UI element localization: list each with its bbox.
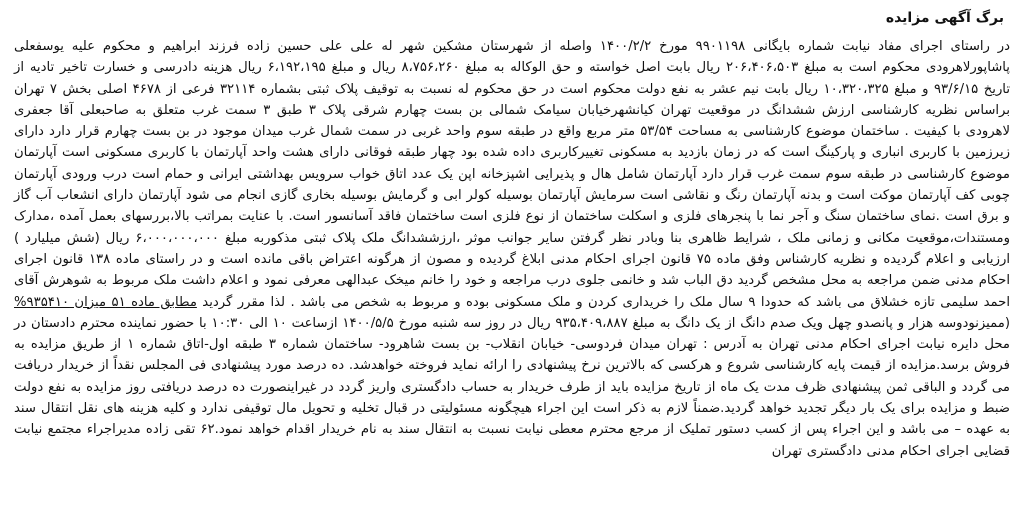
notice-body-part-2: (ممیزنودوسه هزار و پانصدو چهل ویک صدم دانگ از یک دانگ به مبلغ ۹۳۵،۴۰۹،۸۸۷ ریال در روز سه شنبه مورخ ۱۴۰۰/۵/۵ ازساعت ۱۰ الی ۱۰:۳۰ با حضور نماینده محترم دادستان در محل دایره نیابت اجرای احکام مدنی تهران به آدرس : تهران میدان فردوسی- خیابان انقلاب- بن بست شاهرود- ساختمان شماره ۳ طبقه اول-اتاق شماره ۱ از طریق مزایده به فروش برسد.مزایده از قیمت پایه کارشناسی شروع و هرکسی که بالاترین نرخ پیشنهادی را ارائه نماید فروخته خواهدشد. ده درصد مورد پیشنهادی فی المجلس نقداً از خریدار دریافت می گردد و الباقی ثمن پیشنهادی ظرف مدت یک ماه از تاریخ مزایده باید از طرف خریدار به حساب دادگستری واریز گردد در غیراینصورت ده درصد دریافتی روز مزایده به نفع دولت ضبط و مزایده برای یک بار دیگر تجدید خواهد گردید.ضمناً لازم به ذکر است این اجراء هیچگونه مسئولیتی در قبال تخلیه و تحویل مال توقیفی ندارد و کلیه هزینه های نقل انتقال سند به عهده – می باشد و این اجراء پس از کسب دستور تملیک از مرجع محترم معطی نیابت نسبت به انتقال سند به نام خریدار اقدام خواهد نمود.۶۲ تقی زاده مدیراجراء مجتمع نیابت قضایی اجرای احکام مدنی دادگستری تهران <box>14 315 1010 459</box>
notice-body <box>14 36 1010 462</box>
notice-body-part-1: در راستای اجرای مفاد نیابت شماره بایگانی ۹۹۰۱۱۹۸ مورخ ۱۴۰۰/۲/۲ واصله از شهرستان مشکین شهر له علی علی حسین زاده فرزند ابراهیم و محکوم علیه یوسفعلی پاشاپورلاهرودی محکوم است به مبلغ ۲۰۶،۴۰۶،۵۰۳ ریال بابت اصل خواسته و حق الوکاله به مبلغ ۸،۷۵۶،۲۶۰ ریال و مبلغ ۶،۱۹۲،۱۹۵ ریال هزینه دادرسی و خسارت تاخیر تادیه از تاریخ ۹۳/۶/۱۵ و مبلغ ۱۰،۳۲۰،۳۲۵ ریال بابت نیم عشر به نفع دولت محکوم است در حق محکوم له نسبت به توقیف پلاک ثبتی بشماره ۳۲۱۱۴ فرعی از ۴۶۷۸ اصلی بخش ۷ تهران براساس نظریه کارشناسی ارزش ششدانگ در موقعیت تهران کیانشهرخیابان سیامک شمالی بن بست چهارم شرقی پلاک ۳ طبق ۳ سمت غرب متعلق به صاحبعلی آقا جعفری لاهرودی با کیفیت . ساختمان موضوع کارشناسی به مساحت ۵۳/۵۴ متر مربع واقع در طبقه سوم واحد غربی در سمت شمال غرب میدان موجود در بن بست چهارم قرار دارد دارای زیرزمین با کاربری انباری و پارکینگ است که در زمان بازدید به مسکونی تغییرکاربری داده شده بود چهار طبقه فوقانی دارای هشت واحد آپارتمان با کاربری مسکونی است آپارتمان موضوع کارشناسی در طبقه سوم سمت غرب قرار دارد آپارتمان شامل هال و پذیرایی اشپزخانه اپن یک عدد اتاق خواب سرویس بهداشتی ایرانی و حمام است درب ورودی آپارتمان چوبی کف آپارتمان موکت است و بدنه آپارتمان رنگ و نقاشی است سرمایش آپارتمان بوسیله کولر ابی و گرمایش بوسیله بخاری گازی انجام می شود آپارتمان دارای انشعاب آب گاز و برق است .نمای ساختمان سنگ و آجر نما با پنجرهای فلزی و اسکلت ساختمان از نوع فلزی است ساختمان فاقد آسانسور است. با عنایت بمراتب بالا،بررسهای بعمل آمده ،مدارک ومستندات،موقعیت مکانی و زمانی ملک ، شرایط ظاهری بنا وبادر نظر گرفتن سایر جوانب موثر ،ارزششدانگ ملک پلاک ثبتی مذکوربه مبلغ ۶،۰۰۰،۰۰۰،۰۰۰ ریال (شش میلیارد ) ارزیابی و اعلام گردیده و نظریه کارشناس وفق ماده ۷۵ قانون اجرای احکام مدنی ابلاغ گردیده و مصون از هرگونه اعتراض باقی مانده است و در راستای ماده ۱۳۸ قانون اجرای احکام مدنی ضمن مراجعه به محل مشخص گردید دق الباب شد و خانمی جلوی درب مراجعه و خود را خانم میخک عبدالهی معرفی نمود و اعلام داشت ملک مربوط به شوهرش آقای احمد سلیمی تازه خشلاق می باشد که حدودا ۹ سال ملک را خریداری کردن و ملک مسکونی بوده و مربوط به شخص می باشد . لذا مقرر گردید <box>14 39 1011 310</box>
notice-body-underlined: مطابق ماده ۵۱ میزان ۹۳۵۴۱۰% <box>14 294 197 310</box>
notice-title: برگ آگهی مزایده <box>885 10 1004 26</box>
